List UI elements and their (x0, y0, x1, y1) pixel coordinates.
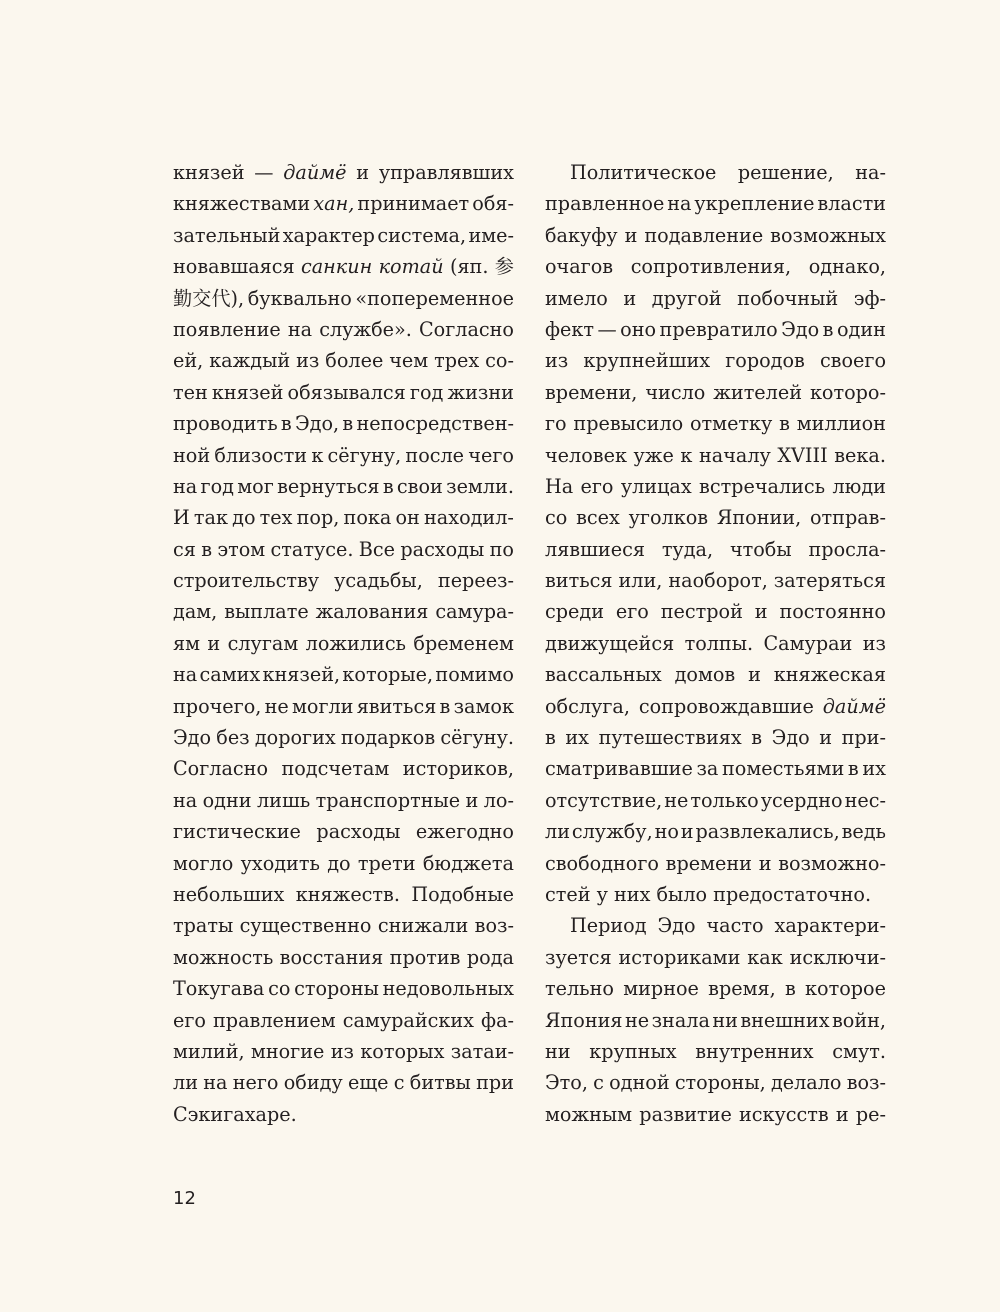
body-text-line: дам, выплате жалования самура- (173, 600, 514, 624)
body-text-line: ей, каждый из более чем трех со- (173, 349, 514, 373)
body-text-line: милий, многие из которых затаи- (173, 1039, 514, 1063)
body-text-line: Токугава со стороны недовольных (173, 977, 514, 1001)
body-text-line: свободного времени и возможно- (545, 851, 886, 875)
body-text-line: ям и слугам ложились бременем (173, 631, 514, 655)
body-text-line: строительству усадьбы, переез- (173, 569, 514, 593)
body-text-line: очагов сопротивления, однако, (545, 255, 886, 279)
body-text-line: сматривавшие за поместьями в их (545, 757, 886, 781)
body-text-line: го превысило отметку в миллион (545, 412, 886, 436)
body-text-line: новавшаяся санкин котай (яп. 参 (173, 255, 514, 279)
body-text-line: появление на службе». Согласно (173, 317, 514, 341)
body-text-line: его правлением самурайских фа- (173, 1008, 514, 1032)
body-text-line: И так до тех пор, пока он находил- (173, 506, 514, 530)
body-text-line: вассальных домов и княжеская (545, 663, 886, 687)
body-text-line: небольших княжеств. Подобные (173, 882, 514, 906)
body-text-line: прочего, не могли явиться в замок (173, 694, 514, 718)
body-text-line: Япония не знала ни внешних войн, (545, 1008, 886, 1032)
body-text-line: среди его пестрой и постоянно (545, 600, 886, 624)
body-text-line: в их путешествиях в Эдо и при- (545, 726, 886, 750)
body-text-line: Это, с одной стороны, делало воз- (545, 1071, 886, 1095)
body-text-line: из крупнейших городов своего (545, 349, 886, 373)
body-text-line: можность восстания против рода (173, 945, 514, 969)
body-text-line: гистические расходы ежегодно (173, 820, 514, 844)
body-text-line: 勤交代), буквально «попеременное (173, 286, 514, 310)
body-text-line: имело и другой побочный эф- (545, 286, 886, 310)
body-text-line: на самих князей, которые, помимо (173, 663, 514, 687)
body-text-line: князей — даймё и управлявших (173, 161, 514, 184)
body-text-line: Согласно подсчетам историков, (173, 757, 514, 781)
body-text-line: можным развитие искусств и ре- (545, 1102, 886, 1126)
text-column-left (173, 157, 514, 1130)
body-text-line: стей у них было предостаточно. (545, 882, 872, 906)
body-text-line: тельно мирное время, в которое (545, 977, 886, 1001)
body-text-line: Сэкигахаре. (173, 1102, 297, 1126)
body-text-line: ся в этом статусе. Все расходы по (173, 537, 514, 561)
body-text-line: со всех уголков Японии, отправ- (545, 506, 886, 530)
body-text-line: проводить в Эдо, в непосредствен- (173, 412, 514, 436)
body-text-line: ли службу, но и развлекались, ведь (545, 820, 886, 844)
body-text-line: зуется историками как исключи- (545, 945, 886, 969)
body-text-line: человек уже к началу XVIII века. (545, 443, 886, 467)
body-text-line: виться или, наоборот, затеряться (545, 569, 886, 593)
body-text-line: Период Эдо часто характери- (570, 914, 886, 938)
body-text-line: лявшиеся туда, чтобы просла- (545, 537, 886, 561)
body-text-line: княжествами хан, принимает обя- (173, 192, 514, 216)
body-text-line: на одни лишь транспортные и ло- (173, 788, 514, 812)
body-text-line: правленное на укрепление власти (545, 192, 886, 216)
body-text-line: фект — оно превратило Эдо в один (545, 317, 886, 341)
body-text-line: Эдо без дорогих подарков сёгуну. (173, 726, 514, 750)
body-text-line: движущейся толпы. Самураи из (545, 631, 886, 655)
body-text-line: Политическое решение, на- (570, 161, 886, 184)
body-text-line: бакуфу и подавление возможных (545, 223, 886, 247)
body-text-line: траты существенно снижали воз- (173, 914, 514, 938)
body-text-line: могло уходить до трети бюджета (173, 851, 514, 875)
body-text-line: обслуга, сопровождавшие даймё (545, 694, 886, 718)
body-text-line: тен князей обязывался год жизни (173, 380, 514, 404)
body-text-line: ной близости к сёгуну, после чего (173, 443, 514, 467)
body-text-line: ни крупных внутренних смут. (545, 1039, 886, 1063)
body-text-line: На его улицах встречались люди (545, 474, 886, 498)
body-text-line: зательный характер система, име- (173, 223, 514, 247)
body-text-line: отсутствие, не только усердно нес- (545, 788, 886, 812)
body-text-line: ли на него обиду еще с битвы при (173, 1071, 514, 1095)
body-text-line: на год мог вернуться в свои земли. (173, 474, 514, 498)
text-column-right (545, 157, 886, 1130)
body-text-line: времени, число жителей которо- (545, 380, 886, 404)
page-number: 12 (173, 1188, 196, 1209)
